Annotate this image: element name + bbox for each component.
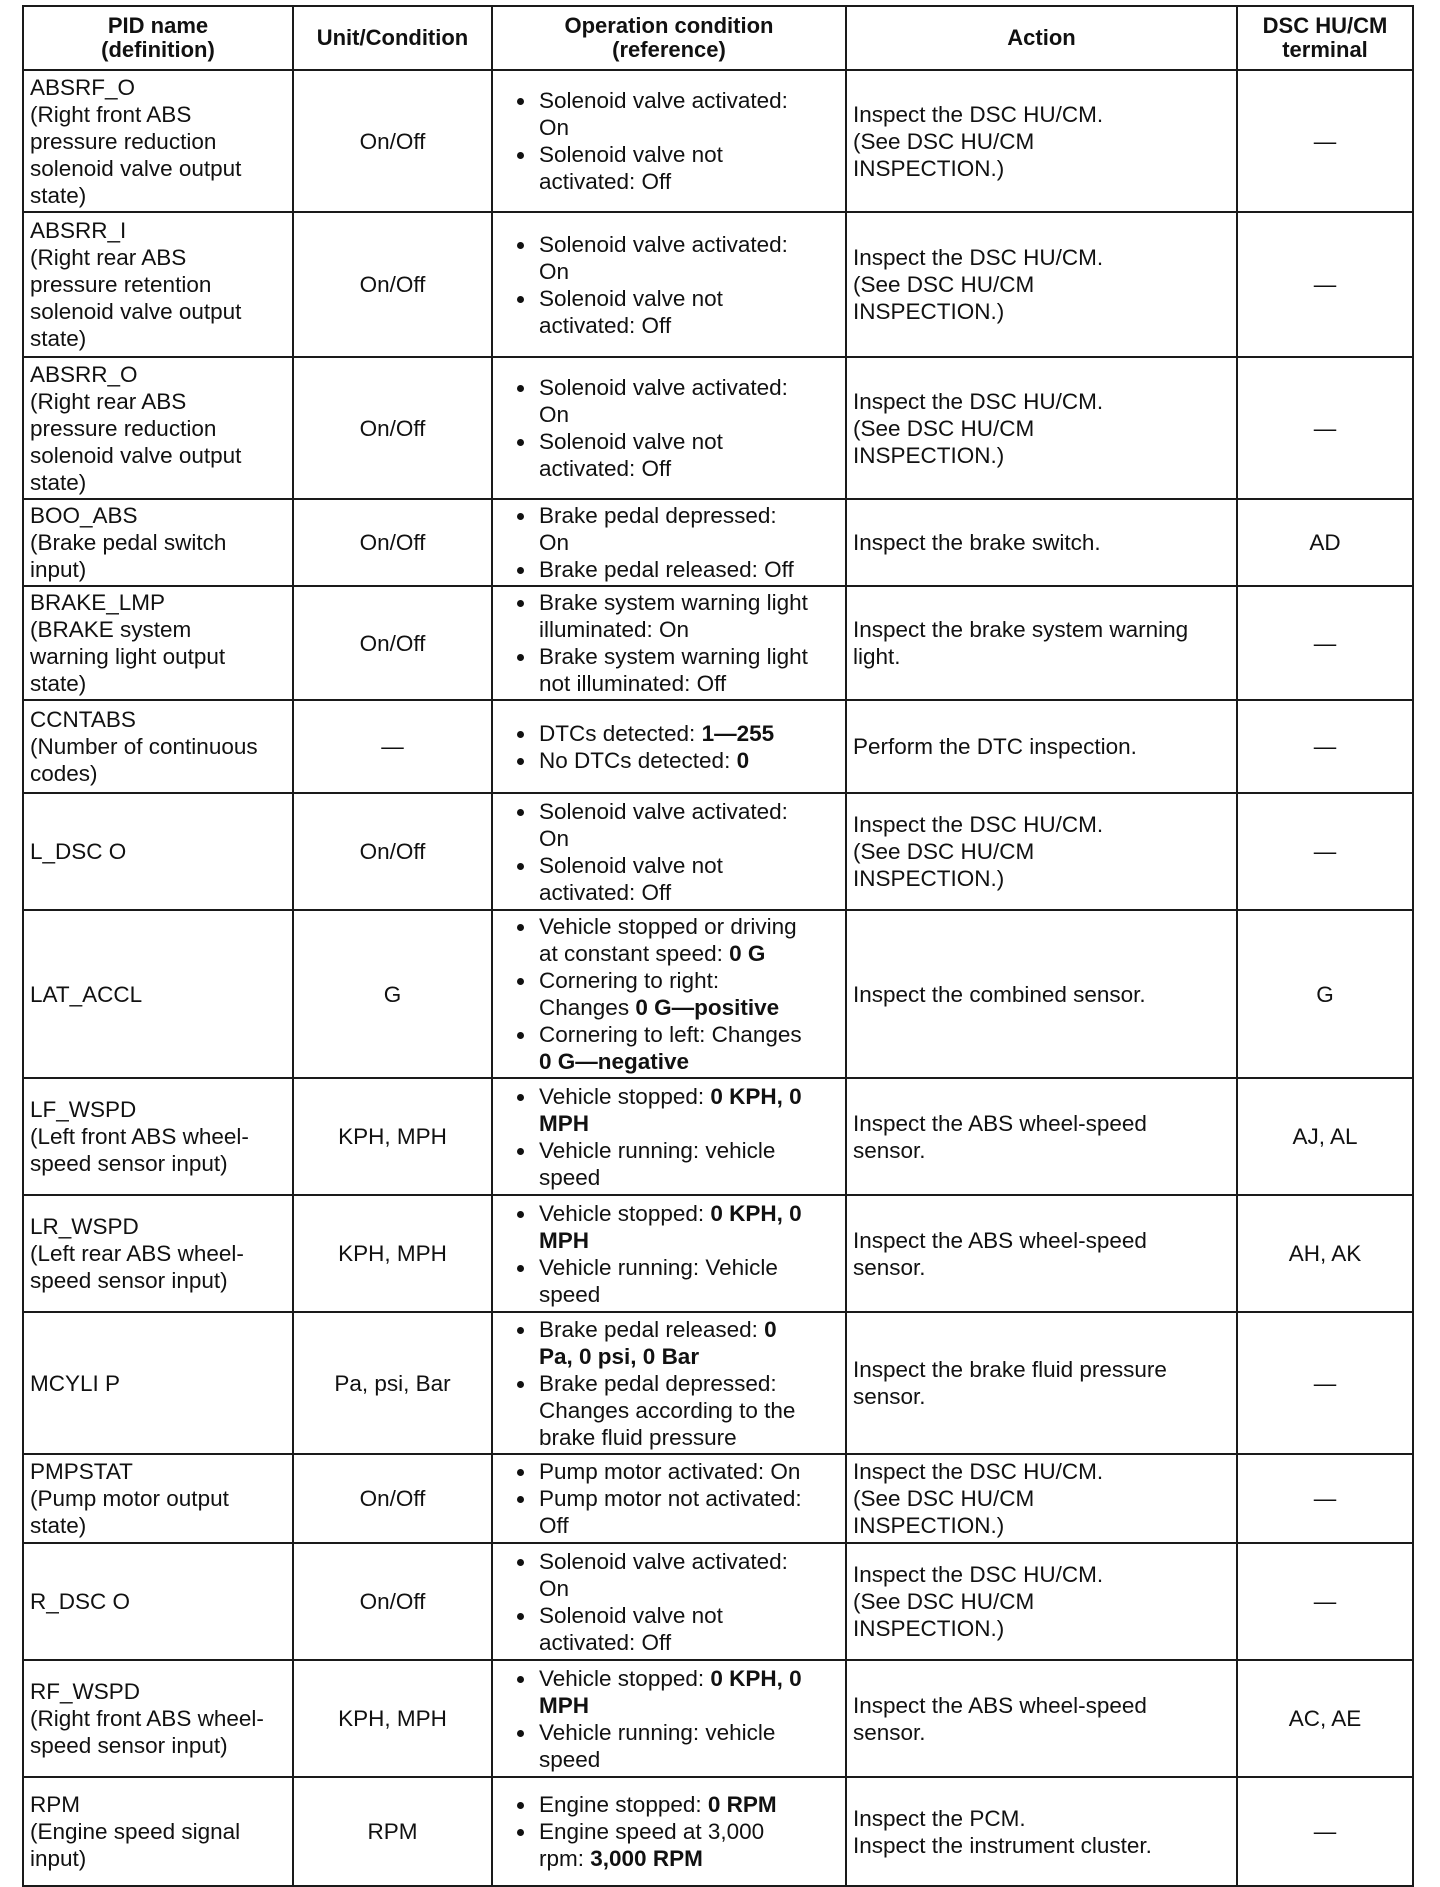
operation-condition-cell: [492, 499, 846, 586]
operation-value: 0 KPH, 0: [710, 1083, 802, 1109]
operation-text: Vehicle stopped:: [539, 1200, 711, 1226]
operation-condition-cell: [492, 1078, 846, 1195]
operation-text: Cornering to right:: [539, 968, 720, 993]
action-line: INSPECTION.): [853, 442, 1005, 468]
unit-condition-cell: —: [293, 700, 492, 793]
operation-text: Vehicle stopped:: [539, 1083, 711, 1109]
action-cell: [846, 1454, 1237, 1543]
action-line: Inspect the ABS wheel-speed: [853, 1227, 1147, 1253]
table-row: [23, 357, 1413, 499]
unit-condition-cell: On/Off: [293, 1454, 492, 1543]
action-cell: [846, 586, 1237, 700]
operation-item: [537, 1458, 839, 1485]
pid-code: R_DSC O: [30, 1589, 131, 1614]
operation-text: Solenoid valve not: [539, 1602, 723, 1628]
operation-list: [499, 1791, 839, 1872]
operation-item: [537, 1370, 839, 1451]
operation-list: [499, 913, 839, 1075]
pid-definition-line: codes): [30, 761, 98, 786]
operation-text: Brake pedal depressed:: [539, 1370, 777, 1396]
pid-definition-line: solenoid valve output: [30, 155, 242, 181]
operation-value: MPH: [539, 1110, 589, 1136]
operation-text: Brake pedal released:: [539, 1316, 765, 1342]
action-line: Inspect the brake system warning: [853, 617, 1189, 642]
operation-text: Cornering to left: Changes: [539, 1022, 802, 1047]
pid-definition-line: (Pump motor output: [30, 1486, 229, 1511]
operation-item: [537, 1316, 839, 1370]
operation-text: Vehicle stopped:: [539, 1665, 711, 1691]
table-row: [23, 1195, 1413, 1312]
operation-text: Brake pedal depressed:: [539, 503, 777, 528]
operation-list: [499, 87, 839, 195]
operation-list: [499, 1083, 839, 1191]
operation-text: Solenoid valve activated:: [539, 1548, 788, 1574]
operation-text: On: [539, 1575, 570, 1601]
operation-text: Brake system warning light: [539, 644, 808, 669]
terminal-cell: AH, AK: [1237, 1195, 1413, 1312]
pid-definition-line: pressure reduction: [30, 415, 217, 441]
operation-text: Solenoid valve not: [539, 142, 723, 167]
pid-name-cell: [23, 1543, 293, 1660]
unit-condition-cell: On/Off: [293, 793, 492, 910]
operation-item: [537, 1602, 839, 1656]
operation-text: Solenoid valve activated:: [539, 231, 788, 257]
action-cell: [846, 70, 1237, 212]
action-cell: [846, 1777, 1237, 1886]
action-cell: [846, 1543, 1237, 1660]
operation-text: Changes: [539, 995, 636, 1020]
action-line: Inspect the combined sensor.: [853, 981, 1146, 1007]
pid-code: ABSRF_O: [30, 74, 136, 100]
table-row: [23, 1660, 1413, 1777]
operation-list: [499, 1665, 839, 1773]
action-line: Inspect the DSC HU/CM.: [853, 1459, 1104, 1484]
operation-item: [537, 1485, 839, 1539]
operation-value: 0: [736, 747, 750, 773]
operation-text: Vehicle running: vehicle: [539, 1719, 776, 1745]
pid-name-cell: [23, 910, 293, 1078]
pid-definition-line: state): [30, 671, 87, 696]
terminal-cell: AJ, AL: [1237, 1078, 1413, 1195]
operation-condition-cell: [492, 1777, 846, 1886]
terminal-cell: —: [1237, 1454, 1413, 1543]
terminal-cell: —: [1237, 212, 1413, 357]
operation-text: brake fluid pressure: [539, 1424, 737, 1450]
pid-data-table: [22, 5, 1414, 1887]
operation-text: No DTCs detected:: [539, 747, 737, 773]
operation-list: [499, 1458, 839, 1539]
action-line: Inspect the brake fluid pressure: [853, 1357, 1167, 1382]
action-line: Perform the DTC inspection.: [853, 734, 1137, 759]
pid-name-cell: [23, 793, 293, 910]
operation-item: [537, 1021, 839, 1075]
operation-condition-cell: [492, 1312, 846, 1454]
terminal-cell: —: [1237, 70, 1413, 212]
operation-item: [537, 231, 839, 285]
pid-code: LF_WSPD: [30, 1097, 137, 1122]
pid-definition-line: warning light output: [30, 644, 226, 669]
action-line: INSPECTION.): [853, 155, 1005, 181]
operation-text: Vehicle running: Vehicle: [539, 1254, 778, 1280]
action-cell: [846, 1195, 1237, 1312]
action-line: light.: [853, 644, 901, 669]
operation-condition-cell: [492, 70, 846, 212]
operation-item: [537, 852, 839, 906]
action-line: INSPECTION.): [853, 1616, 1005, 1641]
operation-text: Pump motor not activated:: [539, 1486, 802, 1511]
table-row: [23, 910, 1413, 1078]
table-row: [23, 1777, 1413, 1886]
pid-definition-line: (Right front ABS wheel-: [30, 1706, 264, 1731]
operation-item: [537, 285, 839, 339]
operation-item: [537, 589, 839, 643]
operation-value: 3,000 RPM: [590, 1846, 703, 1871]
operation-text: On: [539, 825, 570, 851]
pid-definition-line: input): [30, 1846, 87, 1871]
operation-item: [537, 87, 839, 141]
operation-text: activated: Off: [539, 312, 672, 338]
operation-item: [537, 967, 839, 1021]
pid-code: RPM: [30, 1792, 80, 1817]
pid-definition-line: solenoid valve output: [30, 299, 242, 324]
operation-item: [537, 556, 839, 583]
operation-text: speed: [539, 1746, 601, 1772]
pid-name-cell: [23, 499, 293, 586]
action-line: (See DSC HU/CM: [853, 128, 1035, 154]
table-row: [23, 499, 1413, 586]
operation-item: [537, 720, 839, 747]
terminal-cell: —: [1237, 700, 1413, 793]
pid-name-cell: [23, 1777, 293, 1886]
header-action: Action: [846, 6, 1237, 70]
operation-text: Off: [539, 1513, 569, 1538]
action-line: Inspect the DSC HU/CM.: [853, 245, 1104, 270]
action-line: Inspect the brake switch.: [853, 530, 1101, 555]
operation-condition-cell: [492, 212, 846, 357]
action-cell: [846, 793, 1237, 910]
unit-condition-cell: Pa, psi, Bar: [293, 1312, 492, 1454]
table-row: [23, 1078, 1413, 1195]
terminal-cell: —: [1237, 1543, 1413, 1660]
table-row: [23, 793, 1413, 910]
terminal-cell: G: [1237, 910, 1413, 1078]
pid-code: BOO_ABS: [30, 503, 138, 528]
operation-condition-cell: [492, 1660, 846, 1777]
pid-definition-line: pressure retention: [30, 272, 212, 297]
unit-condition-cell: On/Off: [293, 499, 492, 586]
operation-list: [499, 798, 839, 906]
unit-condition-cell: On/Off: [293, 70, 492, 212]
action-cell: [846, 212, 1237, 357]
unit-condition-cell: KPH, MPH: [293, 1195, 492, 1312]
operation-condition-cell: [492, 910, 846, 1078]
table-row: [23, 70, 1413, 212]
table-row: [23, 1312, 1413, 1454]
operation-value: MPH: [539, 1692, 589, 1718]
action-cell: [846, 910, 1237, 1078]
operation-text: Solenoid valve activated:: [539, 375, 788, 400]
operation-text: rpm:: [539, 1846, 591, 1871]
terminal-cell: —: [1237, 586, 1413, 700]
pid-definition-line: state): [30, 326, 87, 351]
operation-text: Vehicle stopped or driving: [539, 914, 797, 939]
operation-text: Solenoid valve not: [539, 285, 723, 311]
pid-definition-line: solenoid valve output: [30, 442, 242, 468]
operation-text: at constant speed:: [539, 941, 730, 966]
action-cell: [846, 1078, 1237, 1195]
pid-definition-line: (Number of continuous: [30, 734, 258, 759]
operation-item: [537, 1818, 839, 1872]
pid-definition-line: (Right front ABS: [30, 101, 192, 127]
operation-condition-cell: [492, 1543, 846, 1660]
operation-item: [537, 1254, 839, 1308]
operation-value: MPH: [539, 1227, 589, 1253]
terminal-cell: —: [1237, 1312, 1413, 1454]
pid-name-cell: [23, 70, 293, 212]
operation-item: [537, 1548, 839, 1602]
operation-text: On: [539, 258, 570, 284]
terminal-cell: —: [1237, 793, 1413, 910]
operation-value: 0 KPH, 0: [710, 1200, 802, 1226]
action-line: sensor.: [853, 1719, 926, 1745]
action-line: (See DSC HU/CM: [853, 1589, 1035, 1614]
header-unit-condition: Unit/Condition: [293, 6, 492, 70]
operation-text: DTCs detected:: [539, 720, 702, 746]
operation-list: [499, 231, 839, 339]
operation-text: Engine speed at 3,000: [539, 1819, 765, 1844]
table-row: [23, 1543, 1413, 1660]
action-line: sensor.: [853, 1384, 926, 1409]
action-line: Inspect the DSC HU/CM.: [853, 812, 1104, 837]
pid-definition-line: state): [30, 182, 87, 208]
table-row: [23, 1454, 1413, 1543]
operation-list: [499, 589, 839, 697]
terminal-cell: AD: [1237, 499, 1413, 586]
action-line: (See DSC HU/CM: [853, 1486, 1035, 1511]
pid-code: L_DSC O: [30, 839, 127, 864]
pid-definition-line: (Right rear ABS: [30, 388, 187, 414]
operation-item: [537, 1791, 839, 1818]
operation-item: [537, 1137, 839, 1191]
operation-item: [537, 798, 839, 852]
unit-condition-cell: On/Off: [293, 586, 492, 700]
pid-definition-line: (BRAKE system: [30, 617, 192, 642]
operation-value: Pa, 0 psi, 0 Bar: [539, 1343, 700, 1369]
pid-definition-line: (Left front ABS wheel-: [30, 1124, 249, 1149]
operation-item: [537, 1665, 839, 1719]
terminal-cell: —: [1237, 1777, 1413, 1886]
pid-code: LR_WSPD: [30, 1214, 139, 1239]
pid-definition-line: speed sensor input): [30, 1151, 228, 1176]
operation-text: On: [539, 402, 570, 427]
operation-text: Brake pedal released: Off: [539, 557, 794, 582]
operation-item: [537, 1083, 839, 1137]
header-terminal: DSC HU/CM terminal: [1237, 6, 1413, 70]
action-line: INSPECTION.): [853, 299, 1005, 324]
operation-list: [499, 1316, 839, 1451]
operation-item: [537, 643, 839, 697]
operation-value: 0 G—negative: [539, 1049, 690, 1074]
pid-code: PMPSTAT: [30, 1459, 133, 1484]
operation-condition-cell: [492, 357, 846, 499]
action-line: Inspect the DSC HU/CM.: [853, 388, 1104, 414]
action-cell: [846, 499, 1237, 586]
table-row: [23, 212, 1413, 357]
action-cell: [846, 1312, 1237, 1454]
operation-text: On: [539, 530, 570, 555]
pid-name-cell: [23, 1660, 293, 1777]
operation-list: [499, 720, 839, 774]
operation-text: activated: Off: [539, 169, 672, 194]
operation-value: 0 RPM: [707, 1792, 777, 1817]
unit-condition-cell: RPM: [293, 1777, 492, 1886]
operation-text: Vehicle running: vehicle: [539, 1137, 776, 1163]
pid-name-cell: [23, 1078, 293, 1195]
unit-condition-cell: On/Off: [293, 212, 492, 357]
operation-list: [499, 502, 839, 583]
operation-text: illuminated: On: [539, 617, 690, 642]
pid-name-cell: [23, 1312, 293, 1454]
unit-condition-cell: On/Off: [293, 1543, 492, 1660]
operation-condition-cell: [492, 586, 846, 700]
pid-code: LAT_ACCL: [30, 981, 143, 1007]
action-line: (See DSC HU/CM: [853, 415, 1035, 441]
table-row: [23, 700, 1413, 793]
operation-value: 0: [764, 1316, 777, 1342]
pid-definition-line: (Right rear ABS: [30, 245, 187, 270]
pid-code: MCYLI P: [30, 1370, 121, 1396]
operation-text: activated: Off: [539, 456, 672, 481]
operation-item: [537, 428, 839, 482]
operation-text: Solenoid valve activated:: [539, 88, 788, 113]
action-line: Inspect the instrument cluster.: [853, 1832, 1152, 1858]
pid-code: ABSRR_O: [30, 361, 138, 387]
unit-condition-cell: KPH, MPH: [293, 1660, 492, 1777]
pid-code: CCNTABS: [30, 707, 136, 732]
action-line: sensor.: [853, 1254, 926, 1280]
unit-condition-cell: KPH, MPH: [293, 1078, 492, 1195]
pid-name-cell: [23, 1454, 293, 1543]
operation-condition-cell: [492, 1454, 846, 1543]
pid-definition-line: speed sensor input): [30, 1268, 228, 1293]
operation-text: Solenoid valve not: [539, 429, 723, 454]
operation-text: Solenoid valve activated:: [539, 798, 788, 824]
action-line: Inspect the DSC HU/CM.: [853, 101, 1104, 127]
operation-value: 0 KPH, 0: [710, 1665, 802, 1691]
action-line: INSPECTION.): [853, 1513, 1005, 1538]
operation-text: Engine stopped:: [539, 1792, 708, 1817]
action-line: Inspect the PCM.: [853, 1805, 1026, 1831]
operation-text: speed: [539, 1164, 601, 1190]
pid-code: BRAKE_LMP: [30, 590, 166, 615]
action-line: Inspect the DSC HU/CM.: [853, 1562, 1104, 1587]
action-line: (See DSC HU/CM: [853, 839, 1035, 864]
action-line: (See DSC HU/CM: [853, 272, 1035, 297]
operation-text: Changes according to the: [539, 1397, 796, 1423]
operation-item: [537, 141, 839, 195]
pid-definition-line: state): [30, 469, 87, 495]
operation-text: speed: [539, 1281, 601, 1307]
unit-condition-cell: On/Off: [293, 357, 492, 499]
pid-code: RF_WSPD: [30, 1679, 141, 1704]
operation-text: activated: Off: [539, 1629, 672, 1655]
pid-definition-line: input): [30, 557, 87, 582]
pid-name-cell: [23, 1195, 293, 1312]
pid-name-cell: [23, 357, 293, 499]
operation-item: [537, 747, 839, 774]
table-row: [23, 586, 1413, 700]
operation-text: Brake system warning light: [539, 590, 808, 615]
header-pid-name: PID name (definition): [23, 6, 293, 70]
operation-text: not illuminated: Off: [539, 671, 727, 696]
action-line: sensor.: [853, 1137, 926, 1163]
action-cell: [846, 700, 1237, 793]
unit-condition-cell: G: [293, 910, 492, 1078]
pid-definition-line: speed sensor input): [30, 1733, 228, 1758]
operation-item: [537, 913, 839, 967]
pid-definition-line: state): [30, 1513, 87, 1538]
terminal-cell: AC, AE: [1237, 1660, 1413, 1777]
header-row: [23, 6, 1413, 70]
action-line: Inspect the ABS wheel-speed: [853, 1110, 1147, 1136]
operation-condition-cell: [492, 700, 846, 793]
pid-definition-line: (Engine speed signal: [30, 1819, 241, 1844]
operation-value: 0 G—positive: [635, 995, 780, 1020]
operation-value: 0 G: [729, 941, 766, 966]
operation-value: 1—255: [701, 720, 775, 746]
action-cell: [846, 357, 1237, 499]
action-line: Inspect the ABS wheel-speed: [853, 1692, 1147, 1718]
action-line: INSPECTION.): [853, 866, 1005, 891]
operation-item: [537, 1200, 839, 1254]
operation-condition-cell: [492, 793, 846, 910]
operation-list: [499, 1200, 839, 1308]
operation-list: [499, 374, 839, 482]
action-cell: [846, 1660, 1237, 1777]
pid-definition-line: (Brake pedal switch: [30, 530, 227, 555]
operation-item: [537, 1719, 839, 1773]
operation-text: Solenoid valve not: [539, 852, 723, 878]
pid-definition-line: pressure reduction: [30, 128, 217, 154]
pid-definition-line: (Left rear ABS wheel-: [30, 1241, 244, 1266]
header-operation-condition: Operation condition (reference): [492, 6, 846, 70]
terminal-cell: —: [1237, 357, 1413, 499]
pid-name-cell: [23, 700, 293, 793]
operation-text: Pump motor activated: On: [539, 1459, 801, 1484]
operation-list: [499, 1548, 839, 1656]
operation-item: [537, 502, 839, 556]
operation-text: activated: Off: [539, 879, 672, 905]
operation-item: [537, 374, 839, 428]
pid-name-cell: [23, 212, 293, 357]
pid-code: ABSRR_I: [30, 218, 127, 243]
pid-name-cell: [23, 586, 293, 700]
operation-condition-cell: [492, 1195, 846, 1312]
operation-text: On: [539, 115, 570, 140]
